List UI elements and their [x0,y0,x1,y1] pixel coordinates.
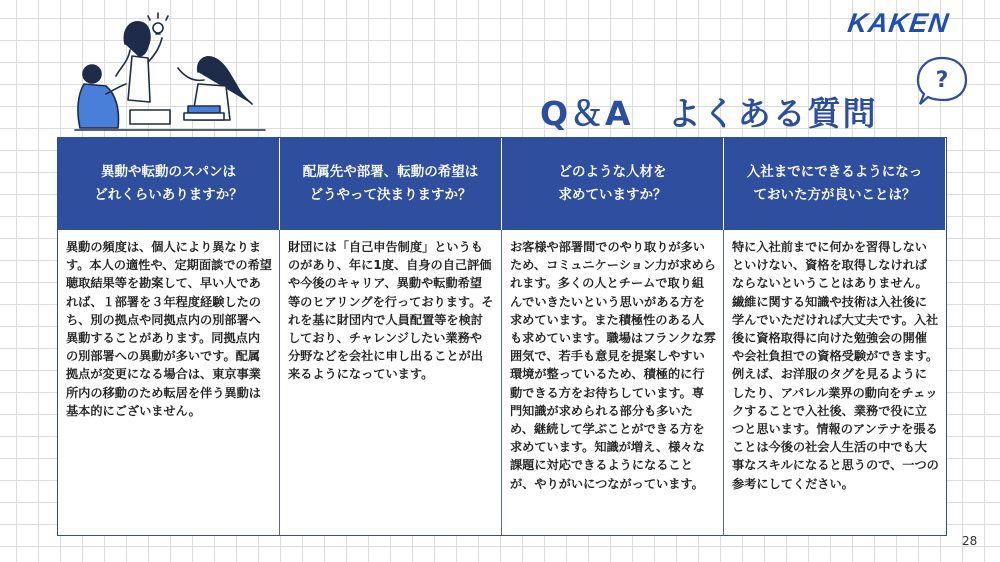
kaken-logo: KAKEN [845,8,952,38]
people-discussion-illustration [70,10,270,138]
page-number: 28 [962,534,978,548]
faq-question-1: 異動や転動のスパンは どれくらいありますか？ [58,138,280,230]
faq-question-3: どのような人材を 求めていますか？ [502,138,724,230]
svg-text:?: ? [935,68,949,93]
faq-answer-4: 特に入社前までに何かを習得しないといけない、資格を取得しなければならないということはありません。繊維に関する知識や技術は入社後に学んでいただければ大丈夫です。入社後に資格取得に向けた勉強会の開催や会社負担での資格受験ができます。例えば、お洋服のタグを見るようにしたり、アパレル業界の動向をチェックすることで入社後、業務で役に立つと思います。情報のアンテナを張ることは今後の社会人生活の中でも大事なスキルになると思うので、一つの参考にしてください。 [732,240,939,491]
faq-table [57,137,947,536]
faq-answer-3: お客様や部署間でのやり取りが多いため、コミュニケーション力が求められます。多くの人とチームで取り組んでいきたいという思いがある方を求めています。また積極性のある人も求めています。職場はフランクな雰囲気で、若手も意見を提案しやすい環境が整っているため、積極的に行動できる方をお待ちしています。専門知識が求められる部分も多いため、継続して学ぶことができる方を求めています。知識が増え、様々な課題に対応できるようになることが、やりがいにつながっています。 [502,230,724,535]
faq-question-4: 入社までにできるようになっ ておいた方が良いことは？ [724,138,946,230]
faq-answer-1: 異動の頻度は、個人により異なります。本人の適性や、定期面談での希望聴取結果等を勘案して、早い人であれば、１部署を３年程度経験したのち、別の拠点や同拠点内の別部署へ異動することがあります。同拠点内の別部署への異動が多いです。配属拠点が変更になる場合は、東京事業所内の移動のため転居を伴う異動は基本的にございません。 [58,230,280,535]
faq-answer-2: 財団には「自己申告制度」というものがあり、年に1度、自身の自己評価や今後のキャリア、異動や転動希望等のヒアリングを行っております。それを基に財団内で人員配置等を検討しており、チャレンジしたい業務や分野などを会社に申し出ることが出来るようになっています。 [280,230,502,535]
page-title: Q＆A よくある質問 [540,94,878,133]
question-bubble-icon [914,54,970,110]
faq-question-2: 配属先や部署、転動の希望は どうやって決まりますか？ [280,138,502,230]
